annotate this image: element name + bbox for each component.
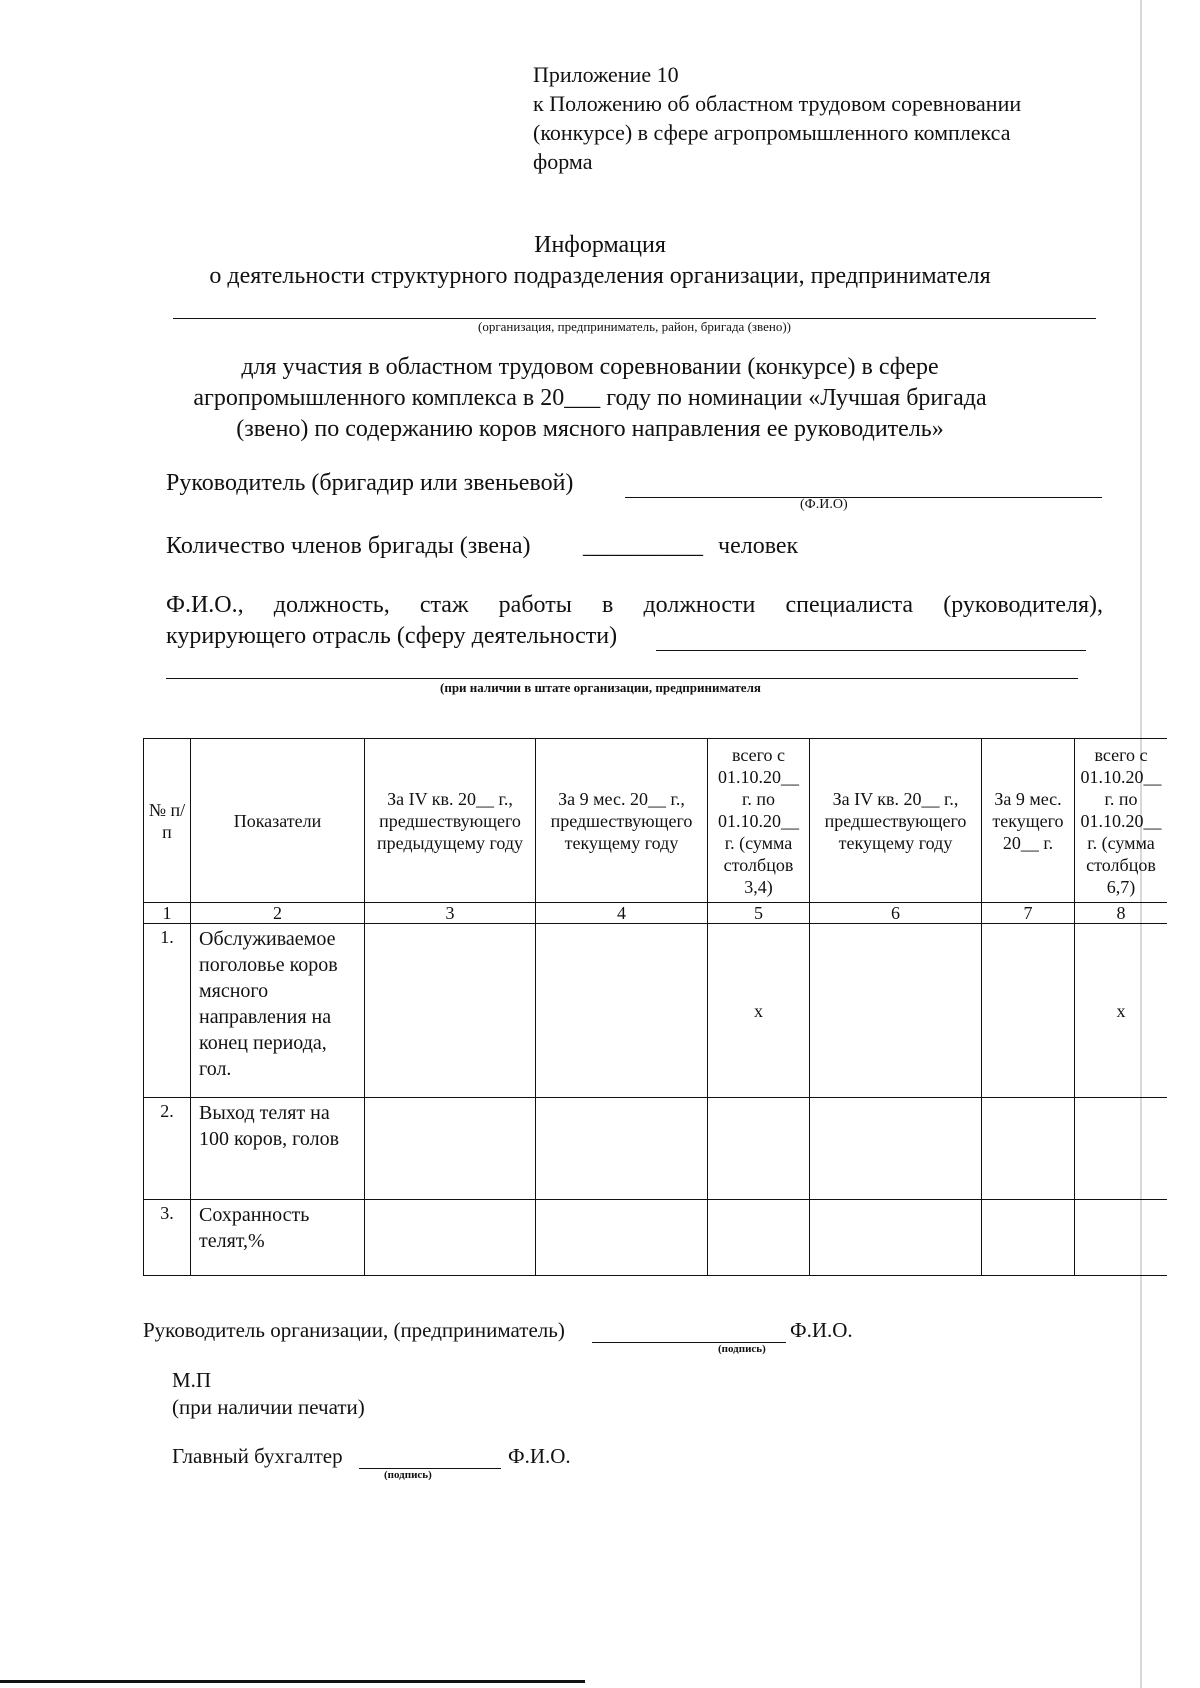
column-number: 3 bbox=[365, 903, 536, 924]
header-row bbox=[144, 739, 1168, 903]
table-cell bbox=[810, 924, 982, 1098]
column-header: Показатели bbox=[191, 739, 365, 903]
leader-line bbox=[625, 497, 1102, 498]
column-header: За 9 мес. текущего 20__ г. bbox=[982, 739, 1075, 903]
column-number: 6 bbox=[810, 903, 982, 924]
table-cell bbox=[536, 1098, 708, 1200]
scan-bottom-edge bbox=[0, 1680, 585, 1683]
column-number: 1 bbox=[144, 903, 191, 924]
specialist-blank-line bbox=[656, 650, 1086, 651]
table-cell bbox=[982, 1200, 1075, 1276]
scan-right-cut bbox=[1167, 735, 1200, 1295]
leader-label: Руководитель (бригадир или звеньевой) bbox=[166, 470, 574, 496]
table-cell: х bbox=[708, 924, 810, 1098]
table-cell bbox=[1075, 1098, 1168, 1200]
column-number-row bbox=[144, 903, 1168, 924]
indicator-name: Выход телят на 100 коров, голов bbox=[191, 1098, 365, 1200]
table-cell bbox=[708, 1200, 810, 1276]
table-row bbox=[144, 1098, 1168, 1200]
accountant-fio: Ф.И.О. bbox=[508, 1444, 571, 1468]
column-header: всего с 01.10.20__ г. по 01.10.20__ г. (сумма столбцов 6,7) bbox=[1075, 739, 1168, 903]
purpose-line: агропромышленного комплекса в 20___ году по номинации «Лучшая бригада bbox=[193, 385, 987, 411]
organization-caption: (организация, предприниматель, район, бригада (звено)) bbox=[478, 319, 791, 334]
row-number: 3. bbox=[144, 1200, 191, 1276]
column-header: всего с 01.10.20__ г. по 01.10.20__ г. (сумма столбцов 3,4) bbox=[708, 739, 810, 903]
leader-caption: (Ф.И.О) bbox=[800, 497, 848, 512]
table-cell bbox=[810, 1200, 982, 1276]
indicator-name: Обслуживаемое поголовье коров мясного направления на конец периода, гол. bbox=[191, 924, 365, 1098]
table-cell bbox=[708, 1098, 810, 1200]
appendix-number: Приложение 10 bbox=[533, 62, 679, 87]
purpose-paragraph bbox=[150, 352, 1030, 445]
form-label: форма bbox=[533, 149, 593, 174]
purpose-line: (звено) по содержанию коров мясного направления ее руководитель» bbox=[236, 416, 944, 442]
head-signature-label: Руководитель организации, (предприниматель) bbox=[143, 1318, 565, 1342]
column-header: За 9 мес. 20__ г., предшествующего текущему году bbox=[536, 739, 708, 903]
indicator-name: Сохранность телят,% bbox=[191, 1200, 365, 1276]
accountant-label: Главный бухгалтер bbox=[172, 1444, 343, 1468]
members-unit: человек bbox=[718, 533, 799, 559]
stamp-label: М.П bbox=[172, 1368, 212, 1392]
indicators-table bbox=[143, 738, 1168, 1276]
appendix-ref-line: к Положению об областном трудовом соревновании bbox=[533, 91, 1022, 116]
accountant-signature-caption: (подпись) bbox=[384, 1469, 432, 1481]
table-cell bbox=[982, 924, 1075, 1098]
row-number: 2. bbox=[144, 1098, 191, 1200]
column-number: 2 bbox=[191, 903, 365, 924]
members-label: Количество членов бригады (звена) bbox=[166, 533, 531, 559]
specialist-line: курирующего отрасль (сферу деятельности) bbox=[166, 623, 618, 649]
column-header: За IV кв. 20__ г., предшествующего текущему году bbox=[810, 739, 982, 903]
head-signature-caption: (подпись) bbox=[718, 1343, 766, 1355]
appendix-ref-line: (конкурсе) в сфере агропромышленного комплекса bbox=[533, 120, 1011, 145]
column-header: № п/п bbox=[144, 739, 191, 903]
table-cell bbox=[536, 924, 708, 1098]
purpose-line: для участия в областном трудовом соревновании (конкурсе) в сфере bbox=[241, 354, 939, 380]
column-number: 7 bbox=[982, 903, 1075, 924]
appendix-block bbox=[533, 60, 1021, 176]
document-subtitle: о деятельности структурного подразделения организации, предпринимателя bbox=[209, 263, 991, 289]
row-number: 1. bbox=[144, 924, 191, 1098]
table-cell bbox=[365, 1200, 536, 1276]
stamp-note: (при наличии печати) bbox=[172, 1395, 365, 1419]
table-cell bbox=[365, 1098, 536, 1200]
column-number: 4 bbox=[536, 903, 708, 924]
specialist-caption: (при наличии в штате организации, предпринимателя bbox=[440, 680, 761, 695]
table-cell bbox=[810, 1098, 982, 1200]
table-cell bbox=[365, 924, 536, 1098]
table-row bbox=[144, 1200, 1168, 1276]
specialist-line: Ф.И.О., должность, стаж работы в должности специалиста (руководителя), bbox=[166, 592, 1103, 618]
table-cell bbox=[536, 1200, 708, 1276]
table-cell bbox=[982, 1098, 1075, 1200]
members-blank: __________ bbox=[583, 533, 703, 559]
specialist-blank-line bbox=[166, 678, 1078, 679]
table-cell bbox=[1075, 1200, 1168, 1276]
column-number: 5 bbox=[708, 903, 810, 924]
head-fio: Ф.И.О. bbox=[790, 1318, 853, 1342]
document-title: Информация bbox=[534, 232, 666, 258]
column-header: За IV кв. 20__ г., предшествующего предыдущему году bbox=[365, 739, 536, 903]
column-number: 8 bbox=[1075, 903, 1168, 924]
table-cell: х bbox=[1075, 924, 1168, 1098]
table-row bbox=[144, 924, 1168, 1098]
